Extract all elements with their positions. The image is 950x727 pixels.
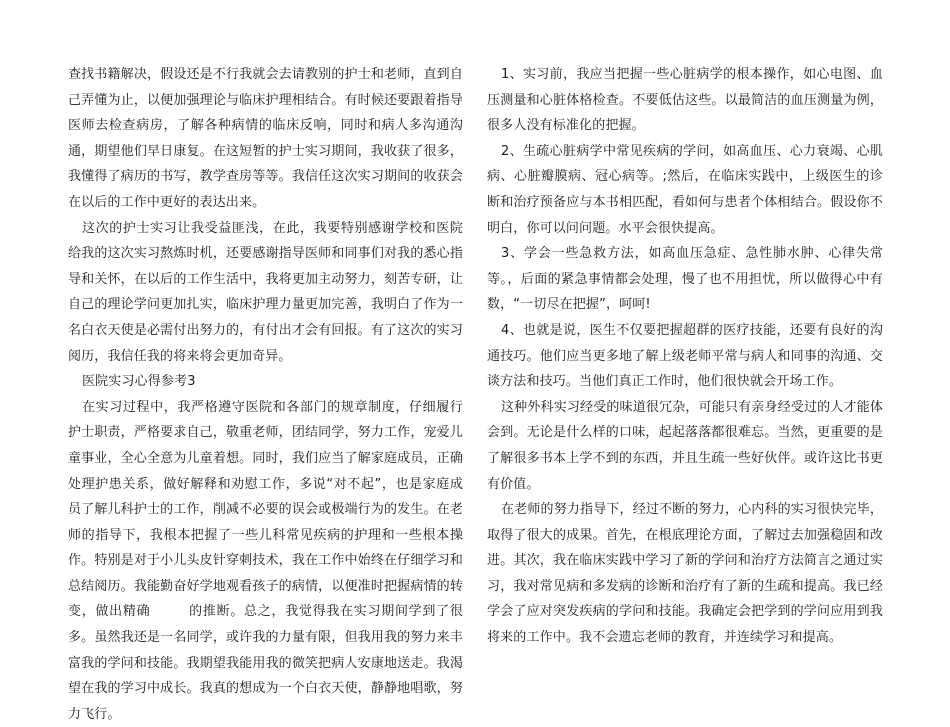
paragraph-item-3: 3、学会一些急救方法，如高血压急症、急性肺水肿、心律失常等。，后面的紧急事情都会处理，慢了也不用担忧，所以做得心中有数，“一切尽在把握”，呵呵! [487,246,883,313]
paragraph-item-2: 2、生疏心脏病学中常见疾病的学问，如高血压、心力衰竭、心肌病、心脏瓣膜病、冠心病等。;然后，在临床实践中，上级医生的诊断和治疗预备应与本书相匹配，看如何与患者个体相结合。假设你不明白，你可以问问题。水平会很快提高。 [487,143,883,236]
paragraph-pediatrics-part1: 在实习过程中，我严格遵守医院和各部门的规章制度，仔细履行护士职责，严格要求自己，敬重老师，团结同学，努力工作，宠爱儿童事业，全心全意为儿童着想。同时，我们应当了解家庭成员，正确处理护患关系，做好解释和劝慰工作，多说“对不起”，也是家庭成员了解儿科护士的工作，削减不必要的误会或极端行为的发生。在老师的指导下，我根本把握了一些儿科常见疾病的护理和一些根本操作。特别是对于小儿头皮针穿刺技术，我在工作中始终在仔细学习和总结阅历。我能勤奋好学地观看孩子的病情，以便准时把握病情的转变，做出精确 [68,399,463,620]
paragraph-surgery: 这种外科实习经受的味道很冗杂，可能只有亲身经受过的人才能体会到。无论是什么样的口味，起起落落都很难忘。当然，更重要的是了解很多书本上学不到的东西，并且生疏一些好伙伴。或许这比书更有价值。 [487,399,883,492]
paragraph-continued: 查找书籍解决，假设还是不行我就会去请教别的护士和老师，直到自己弄懂为止，以便加强理论与临床护理相结合。有时候还要跟着指导医师去检查病房，了解各种病情的临床反响，同时和病人多沟通沟通，期望他们早日康复。在这短暂的护士实习期间，我收获了很多，我懂得了病历的书写，教学查房等等。我信任这次实习期间的收获会在以后的工作中更好的表达出来。 [68,67,463,210]
right-column [487,62,883,651]
paragraph-cardiology-summary: 在老师的努力指导下，经过不断的努力，心内科的实习很快完毕，取得了很大的成果。首先，在根底理论方面，了解过去加强稳固和改进。其次，我在临床实践中学习了新的学问和治疗方法简言之通过实习，我对常见病和多发病的诊断和治疗有了新的生疏和提高。我已经学会了应对突发疾病的学问和技能。我确定会把学到的学问应用到我将来的工作中。我不会遗忘老师的教育，并连续学习和提高。 [487,502,883,646]
paragraph-pediatrics-part2: 的推断。总之，我觉得我在实习期间学到了很多。虽然我还是一名同学，或许我的力量有限，但我用我的努力来丰富我的学问和技能。我期望我能用我的微笑把病人安康地送走。我渴望在我的学习中成长。我真的想成为一个白衣天使，静静地唱歌，努力飞行。 [68,604,463,722]
section-heading: 医院实习心得参考3 [82,374,196,390]
text-gap [150,604,189,619]
paragraph-pediatrics [68,395,463,727]
paragraph-gratitude: 这次的护士实习让我受益匪浅，在此，我要特别感谢学校和医院给我的这次实习熬炼时机，还要感谢指导医师和同事们对我的悉心指导和关怀，在以后的工作生活中，我将更加主动努力，刻苦专研，让自己的理论学问更加扎实，临床护理力量更加完善，我明白了作为一名白衣天使是必需付出努力的，有付出才会有回报。有了这次的实习阅历，我信任我的将来将会更加奇异。 [68,220,463,364]
left-column [68,62,463,727]
paragraph-item-1: 1、实习前，我应当把握一些心脏病学的根本操作，如心电图、血压测量和心脏体格检查。不要低估这些。以最简洁的血压测量为例，很多人没有标准化的把握。 [487,67,883,134]
paragraph-item-4: 4、也就是说，医生不仅要把握超群的医疗技能，还要有良好的沟通技巧。他们应当更多地了解上级老师平常与病人和同事的沟通、交谈方法和技巧。当他们真正工作时，他们很快就会开场工作。 [487,322,883,390]
